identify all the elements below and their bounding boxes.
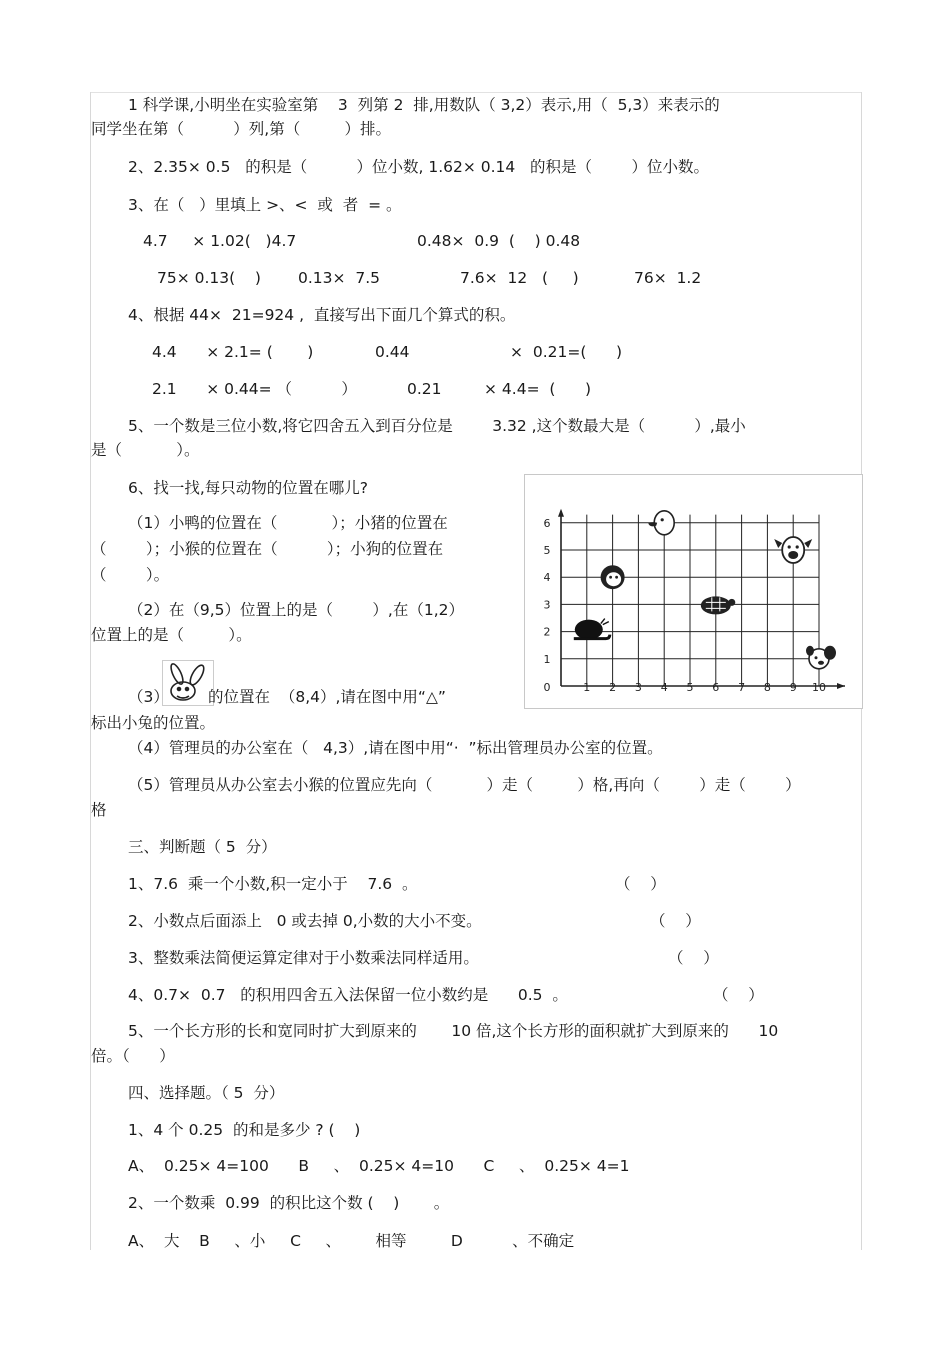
x-axis-arrow <box>837 683 845 689</box>
y-tick-label: 4 <box>543 571 551 585</box>
q6-p2a: （2）在（9,5）位置上的是（ ）,在（1,2） <box>128 601 465 619</box>
x-tick-label: 0 <box>543 681 551 694</box>
page-frame-top <box>90 92 862 93</box>
q5-line1: 5、一个数是三位小数,将它四舍五入到百分位是 3.32 ,这个数最大是（ ）,最小 <box>128 417 746 435</box>
s3-item4-blank: （ ） <box>713 986 764 1004</box>
x-tick-label: 5 <box>686 681 694 694</box>
q6-p1a: （1）小鸭的位置在（ ）；小猪的位置在 <box>128 514 448 532</box>
x-tick-label: 6 <box>712 681 720 694</box>
q1-line2: 同学坐在第（ ）列,第（ ）排。 <box>91 120 392 138</box>
y-tick-label: 5 <box>543 544 551 557</box>
y-tick-label: 3 <box>543 598 551 612</box>
x-tick-label: 8 <box>763 681 771 694</box>
q3-b3: 7.6× 12 ( ) <box>460 269 579 287</box>
x-tick-label: 7 <box>738 681 746 694</box>
q2-line1: 2、2.35× 0.5 的积是（ ）位小数, 1.62× 0.14 的积是（ ）位小数。 <box>128 158 709 176</box>
y-axis-arrow <box>558 509 564 517</box>
q4-line1: 4、根据 44× 21=924 , 直接写出下面几个算式的积。 <box>128 306 516 324</box>
y-tick-label: 6 <box>543 516 551 530</box>
q3-a1: 4.7 × 1.02( )4.7 <box>143 232 297 250</box>
turtle-icon <box>701 596 736 614</box>
q3-b4: 76× 1.2 <box>634 269 702 287</box>
s4-q1: 1、4 个 0.25 的和是多少 ? ( ) <box>128 1121 361 1139</box>
q3-b2: 0.13× 7.5 <box>298 269 381 287</box>
s3-item2-blank: （ ） <box>650 912 701 930</box>
q4-a3: × 0.21=( ) <box>510 343 622 361</box>
q6-p5a: （5）管理员从办公室去小猴的位置应先向（ ）走（ ）格,再向（ ）走（ ） <box>128 776 801 794</box>
page-frame-left <box>90 92 91 1250</box>
q4-a2: 0.44 <box>375 343 410 361</box>
q6-p3a-pre: （3） <box>128 688 169 706</box>
coordinate-grid-chart <box>524 474 863 709</box>
duck-icon <box>648 511 674 535</box>
s4-q1-options: A、 0.25× 4=100 B 、 0.25× 4=10 C 、 0.25× 4=1 <box>128 1157 630 1175</box>
snail-icon <box>574 619 610 640</box>
s3-item3: 3、整数乘法简便运算定律对于小数乘法同样适用。 <box>128 949 479 967</box>
s3-item4: 4、0.7× 0.7 的积用四舍五入法保留一位小数约是 0.5 。 <box>128 986 568 1004</box>
section4-title: 四、选择题。（ 5 分） <box>128 1084 285 1102</box>
s3-item5a: 5、一个长方形的长和宽同时扩大到原来的 10 倍,这个长方形的面积就扩大到原来的 10 <box>128 1022 779 1040</box>
y-tick-label: 2 <box>543 625 551 639</box>
dog-icon <box>806 646 836 669</box>
q3-b1: 75× 0.13( ) <box>157 269 261 287</box>
s3-item2: 2、小数点后面添上 0 或去掉 0,小数的大小不变。 <box>128 912 482 930</box>
x-tick-label: 2 <box>609 681 617 694</box>
rabbit-image <box>162 660 214 706</box>
s4-q2-options: A、 大 B 、小 C 、 相等 D 、不确定 <box>128 1232 575 1250</box>
q6-p3a-post: 的位置在 （8,4）,请在图中用“△” <box>208 688 446 706</box>
s4-q2: 2、一个数乘 0.99 的积比这个数 ( ) 。 <box>128 1194 450 1212</box>
x-tick-label: 10 <box>812 681 826 694</box>
q6-p1c: （ ）。 <box>91 566 170 584</box>
s3-item3-blank: （ ） <box>668 949 719 967</box>
x-tick-label: 9 <box>789 681 797 694</box>
q4-b2: 0.21 <box>407 380 442 398</box>
q1-line1: 1 科学课,小明坐在实验室第 3 列第 2 排,用数队（ 3,2）表示,用（ 5,3）来表示的 <box>128 96 720 114</box>
q6-p4: （4）管理员的办公室在（ 4,3）,请在图中用“· ”标出管理员办公室的位置。 <box>128 739 663 757</box>
q4-b1: 2.1 × 0.44= （ ） <box>152 380 357 398</box>
x-tick-label: 3 <box>634 681 642 694</box>
q4-b3: × 4.4= ( ) <box>484 380 592 398</box>
section3-title: 三、判断题（ 5 分） <box>128 838 277 856</box>
q3-line1: 3、在（ ）里填上 >、< 或 者 = 。 <box>128 196 402 214</box>
x-tick-label: 1 <box>583 681 591 694</box>
s3-item5b: 倍。（ ） <box>91 1047 175 1065</box>
q3-a2: 0.48× 0.9 ( ) 0.48 <box>417 232 581 250</box>
q6-p2b: 位置上的是（ ）。 <box>91 626 252 644</box>
s3-item1-blank: （ ） <box>615 875 666 893</box>
q6-p5b: 格 <box>91 801 107 819</box>
q4-a1: 4.4 × 2.1= ( ) <box>152 343 314 361</box>
q6-p3b: 标出小兔的位置。 <box>91 714 216 732</box>
coordinate-grid-svg <box>525 475 862 708</box>
q6-line1: 6、找一找,每只动物的位置在哪儿? <box>128 479 369 497</box>
q6-p1b: （ ）；小猴的位置在（ ）；小狗的位置在 <box>91 540 444 558</box>
y-tick-label: 1 <box>543 652 551 666</box>
x-tick-label: 4 <box>660 681 668 694</box>
q5-line2: 是（ ）。 <box>91 441 200 459</box>
monkey-icon <box>601 565 625 589</box>
s3-item1: 1、7.6 乘一个小数,积一定小于 7.6 。 <box>128 875 418 893</box>
